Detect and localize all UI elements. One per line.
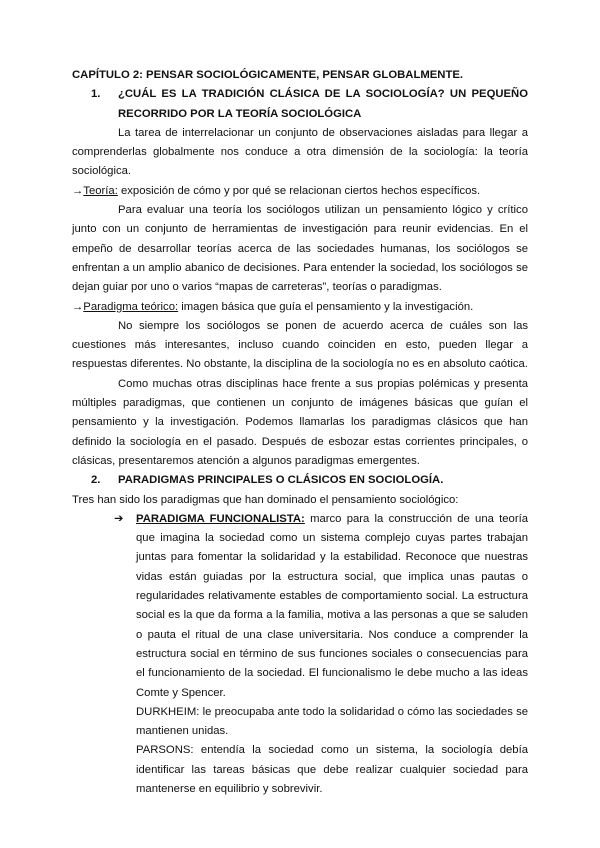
section-2-heading-text: PARADIGMAS PRINCIPALES O CLÁSICOS EN SOCIOLOGÍA. [118, 474, 444, 487]
list-item-funcionalista [72, 510, 528, 703]
arrow-right-icon: ➔ [114, 512, 124, 525]
section-2-number: 2. [91, 474, 101, 487]
parsons-paragraph: PARSONS: entendía la sociedad como un sistema, la sociología debía identificar las tareas básicas que debe realizar cualquier sociedad para mantenerse en equilibrio y sobrevivir. [136, 744, 528, 795]
definition-teoria [72, 182, 528, 201]
definition-term: Paradigma teórico: [83, 300, 179, 313]
paragraph-3: No siempre los sociólogos se ponen de acuerdo acerca de cuáles son las cuestiones más interesantes, incluso cuando coinciden en esto, pueden llegar a respuestas diferentes. No obstante, la disciplina de la sociología no es en absoluto caótica. [72, 319, 528, 371]
definition-paradigma [72, 298, 528, 317]
definition-text: exposición de cómo y por qué se relacionan ciertos hechos específicos. [117, 184, 481, 197]
section-1-heading-text: ¿CUÁL ES LA TRADICIÓN CLÁSICA DE LA SOCIOLOGÍA? UN PEQUEÑO RECORRIDO POR LA TEORÍA SOCIOLÓGICA [118, 88, 528, 120]
arrow-icon: → [72, 300, 84, 313]
arrow-icon: → [72, 184, 84, 197]
definition-term: Teoría: [83, 184, 118, 197]
item-term: PARADIGMA FUNCIONALISTA: [136, 512, 305, 525]
paragraph-4: Como muchas otras disciplinas hace frente a sus propias polémicas y presenta múltiples paradigmas, que contienen un conjunto de imágenes básicas que guían el pensamiento y la investigación. Podemos llamarlas los paradigmas clásicos que han definido la sociología en el pasado. Después de esbozar estas corrientes principales, o clásicas, presentaremos atención a algunos paradigmas emergentes. [72, 377, 528, 467]
paragraph-1: La tarea de interrelacionar un conjunto de observaciones aisladas para llegar a comprenderlas globalmente nos conduce a otra dimensión de la sociología: la teoría sociológica. [72, 126, 528, 178]
section-2-heading [72, 471, 528, 490]
chapter-title: CAPÍTULO 2: PENSAR SOCIOLÓGICAMENTE, PENSAR GLOBALMENTE. [72, 69, 464, 81]
section-2-intro: Tres han sido los paradigmas que han dominado el pensamiento sociológico: [72, 493, 459, 506]
document-body [72, 66, 528, 799]
section-1-number: 1. [91, 88, 101, 101]
definition-text: imagen básica que guía el pensamiento y la investigación. [178, 300, 474, 313]
item-text: marco para la construcción de una teoría que imagina la sociedad como un sistema complejo cuyas partes trabajan juntas para fomentar la solidaridad y la estabilidad. Reconoce que nuestras vidas están guiadas por la estructura social, que implica unas pautas o regularidades relativamente estables de comportamiento social. La estructura social es la que da forma a la familia, motiva a las personas a que se saluden o pauta el ritual de una clase universitaria. Nos conduce a comprender la estructura social en término de sus funciones sociales o consecuencias para el funcionamiento de la sociedad. El funcionalismo le debe mucho a las ideas Comte y Spencer. [136, 512, 529, 699]
paragraph-2: Para evaluar una teoría los sociólogos utilizan un pensamiento lógico y crítico junto con un conjunto de herramientas de investigación para reunir evidencias. En el empeño de desarrollar teorías acerca de las sociedades humanas, los sociólogos se enfrentan a un amplio abanico de decisiones. Para entender la sociedad, los sociólogos se dejan guiar por uno o varios “mapas de carreteras”, teorías o paradigmas. [72, 204, 528, 294]
section-1-heading [72, 85, 528, 124]
durkheim-paragraph: DURKHEIM: le preocupaba ante todo la solidaridad o cómo las sociedades se mantienen unidas. [136, 705, 528, 738]
